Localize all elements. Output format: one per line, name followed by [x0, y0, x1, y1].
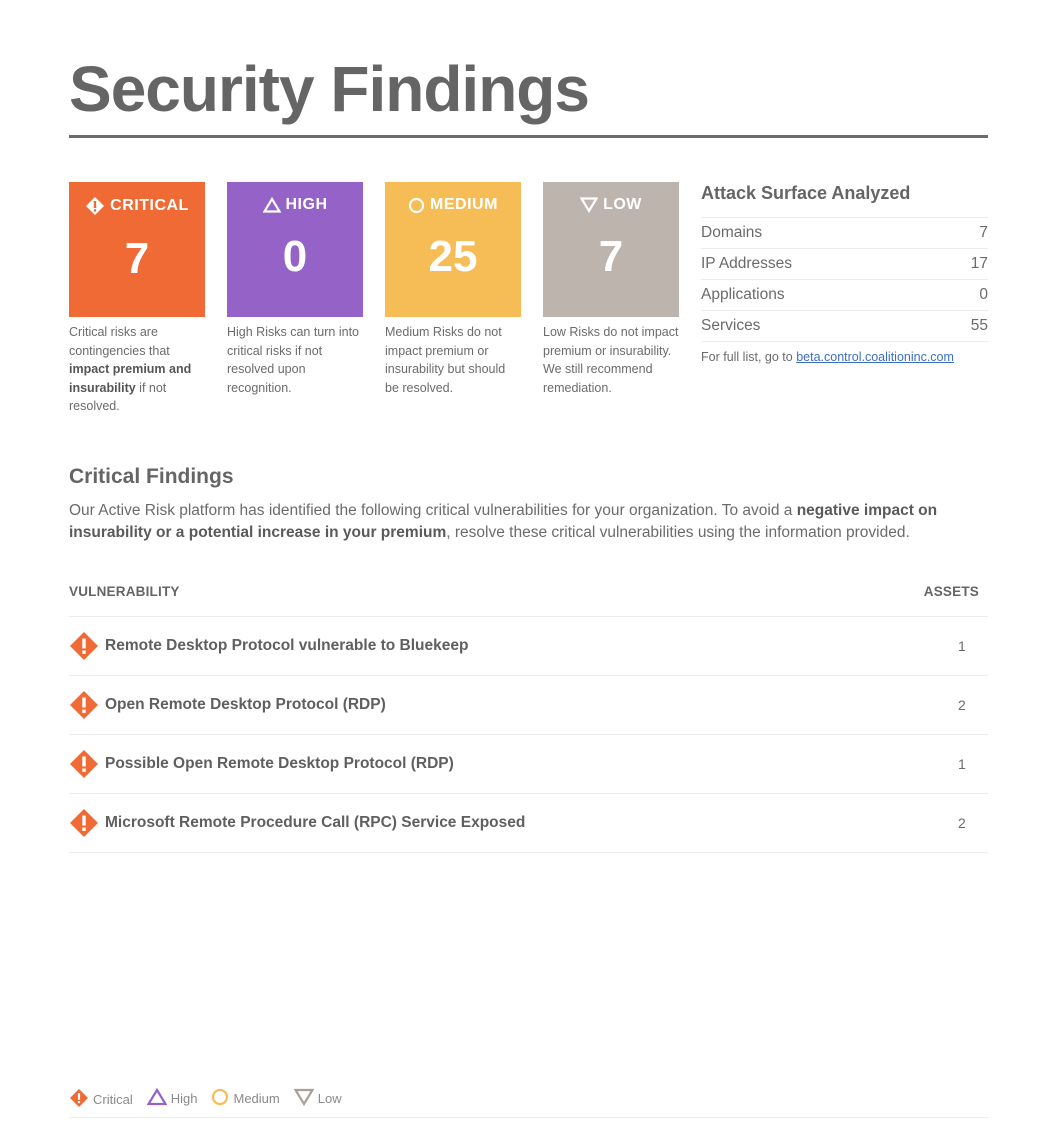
low-description: Low Risks do not impact premium or insurability. We still recommend remediation.: [543, 325, 679, 395]
critical-diamond-icon: [69, 1088, 89, 1111]
control-link[interactable]: beta.control.coalitioninc.com: [796, 350, 954, 364]
attack-row-ip-addresses: IP Addresses 17: [701, 249, 988, 280]
legend-medium: Medium: [211, 1088, 279, 1109]
critical-description: Critical risks are contingencies that impact premium and insurability if not resolved.: [69, 325, 192, 413]
medium-card-label: MEDIUM: [430, 196, 498, 213]
attack-row-applications: Applications 0: [701, 280, 988, 311]
attack-surface-title: Attack Surface Analyzed: [701, 182, 988, 218]
attack-row-services: Services 55: [701, 311, 988, 342]
vulnerability-name: Open Remote Desktop Protocol (RDP): [105, 696, 386, 713]
high-triangle-icon: [263, 197, 281, 213]
legend-high: High: [147, 1088, 198, 1109]
asset-count: 2: [958, 697, 966, 713]
asset-count: 2: [958, 815, 966, 831]
low-triangle-down-icon: [294, 1088, 314, 1109]
critical-diamond-icon: [85, 196, 105, 216]
low-card-count: 7: [598, 232, 624, 281]
low-card-label: LOW: [603, 196, 642, 213]
critical-diamond-icon: [69, 690, 99, 720]
title-divider: [69, 135, 988, 138]
critical-findings-title: Critical Findings: [69, 465, 234, 488]
critical-card-label: CRITICAL: [110, 197, 189, 214]
attack-surface-panel: [701, 182, 988, 364]
legend-low: Low: [294, 1088, 342, 1109]
critical-diamond-icon: [69, 749, 99, 779]
medium-circle-icon: [211, 1088, 229, 1109]
high-card-label: HIGH: [285, 196, 328, 213]
critical-card-count: 7: [124, 234, 150, 283]
vulnerability-name: Possible Open Remote Desktop Protocol (RDP): [105, 755, 454, 772]
high-description: High Risks can turn into critical risks if not resolved upon recognition.: [227, 325, 360, 395]
critical-diamond-icon: [69, 808, 99, 838]
medium-card-count: 25: [428, 232, 478, 281]
vulnerability-name: Remote Desktop Protocol vulnerable to Bluekeep: [105, 637, 469, 654]
severity-legend: [69, 1088, 988, 1118]
medium-circle-icon: [408, 197, 425, 214]
vulnerability-name: Microsoft Remote Procedure Call (RPC) Service Exposed: [105, 814, 526, 831]
attack-row-domains: Domains 7: [701, 218, 988, 249]
table-row[interactable]: [69, 676, 988, 735]
high-card: [227, 182, 363, 317]
column-vulnerability: VULNERABILITY: [69, 584, 180, 599]
findings-table-header: [69, 584, 988, 617]
low-triangle-down-icon: [580, 197, 598, 213]
medium-card: [385, 182, 521, 317]
high-triangle-icon: [147, 1088, 167, 1109]
critical-findings-intro: Our Active Risk platform has identified the following critical vulnerabilities for your organization. To avoid a negative impact on insurability or a potential increase in your premium, resolve these critical vulnerabilities using the information provided.: [69, 502, 938, 541]
high-card-count: 0: [282, 232, 308, 281]
table-row[interactable]: [69, 617, 988, 676]
critical-card: [69, 182, 205, 317]
asset-count: 1: [958, 756, 966, 772]
table-row[interactable]: [69, 735, 988, 794]
column-assets: ASSETS: [923, 584, 979, 599]
medium-description: Medium Risks do not impact premium or insurability but should be resolved.: [385, 325, 506, 395]
full-list-note: For full list, go to beta.control.coalitioninc.com: [701, 350, 954, 364]
asset-count: 1: [958, 638, 966, 654]
page-title: Security Findings: [69, 53, 589, 125]
table-row[interactable]: [69, 794, 988, 853]
critical-diamond-icon: [69, 631, 99, 661]
legend-critical: Critical: [69, 1088, 133, 1111]
low-card: [543, 182, 679, 317]
